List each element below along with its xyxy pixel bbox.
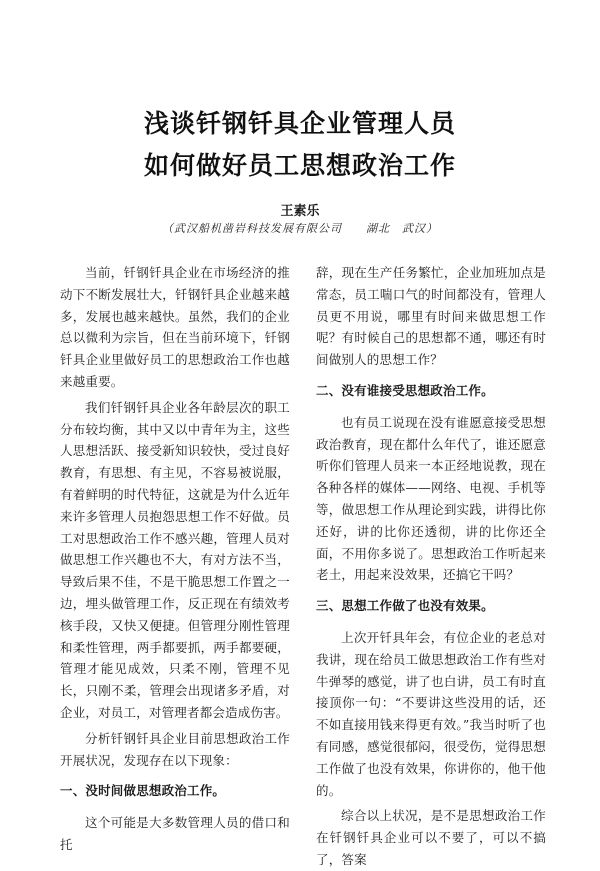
paragraph-section2: 也有员工说现在没有谁愿意接受思想政治教育，现在都什么年代了，谁还愿意听你们管理人员来一本正经地说教，现在各种各样的媒体——网络、电视、手机等等，做思想工作从理论到实践，讲得比你还好，讲的比你还透彻，讲的比你还全面，不用你多说了。思想政治工作听起来老土，用起来没效果，还搞它干吗？: [316, 414, 546, 583]
left-column: [60, 262, 290, 856]
author-affiliation: （武汉船机凿岩科技发展有限公司 湖北 武汉）: [162, 222, 438, 235]
paragraph-section1-start: 这个可能是大多数管理人员的借口和托: [60, 815, 290, 852]
section-heading-2: 二、没有谁接受思想政治工作。: [316, 382, 494, 398]
paragraph-intro: 当前，钎钢钎具企业在市场经济的推动下不断发展壮大，钎钢钎具企业越来越多，发展也越来越快。虽然，我们的企业总以微利为宗旨，但在当前环境下，钎钢钎具企业里做好员工的思想政治工作也越来越重要。: [60, 265, 290, 389]
paragraph-section1-continued: 辞，现在生产任务繁忙，企业加班加点是常态，员工喘口气的时间都没有，管理人员更不用说，哪里有时间来做思想工作呢？有时候自己的思想都不通，哪还有时间做别人的思想工作？: [316, 265, 546, 368]
right-column: [316, 262, 546, 871]
author-name: 王素乐: [280, 204, 320, 219]
paragraph-background: 我们钎钢钎具企业各年龄层次的职工分布较均衡，其中又以中青年为主，这些人思想活跃、接受新知识较快，受过良好教育，有思想、有主见，不容易被说服，有着鲜明的时代特征，这就是为什么近年来许多管理人员抱怨思想工作不好做。员工对思想政治工作不感兴趣，管理人员对做思想工作兴趣也不大，有对方法不当，导致后果不佳，不是干脆思想工作置之一边，埋头做管理工作，反正现在有绩效考核手段，又快又便捷。但管理分刚性管理和柔性管理，两手都要抓，两手都要硬，管理才能见成效，只柔不刚，管理不见长，只刚不柔，管理会出现诸多矛盾，对企业，对员工，对管理者都会造成伤害。: [60, 399, 290, 720]
section-heading-3: 三、思想工作做了也没有效果。: [316, 598, 494, 614]
paragraph-section3: 上次开钎具年会，有位企业的老总对我讲，现在给员工做思想政治工作有些对牛弹琴的感觉，讲了也白讲，员工有时直接顶你一句：“不要讲这些没用的话，还不如直接用钱来得更有效。”我当时听了也有同感，感觉很郁闷，很受伤，觉得思想工作做了也没有效果，你讲你的，他干他的。: [316, 629, 546, 798]
paragraph-analysis: 分析钎钢钎具企业目前思想政治工作开展状况，发现存在以下现象：: [60, 730, 290, 768]
article-title-line-2: 如何做好员工思想政治工作: [143, 151, 456, 180]
section-heading-1: 一、没时间做思想政治工作。: [60, 783, 226, 799]
paragraph-summary: 综合以上状况，是不是思想政治工作在钎钢钎具企业可以不要了，可以不搞了，答案: [316, 808, 546, 867]
article-title-line-1: 浅谈钎钢钎具企业管理人员: [143, 109, 456, 138]
